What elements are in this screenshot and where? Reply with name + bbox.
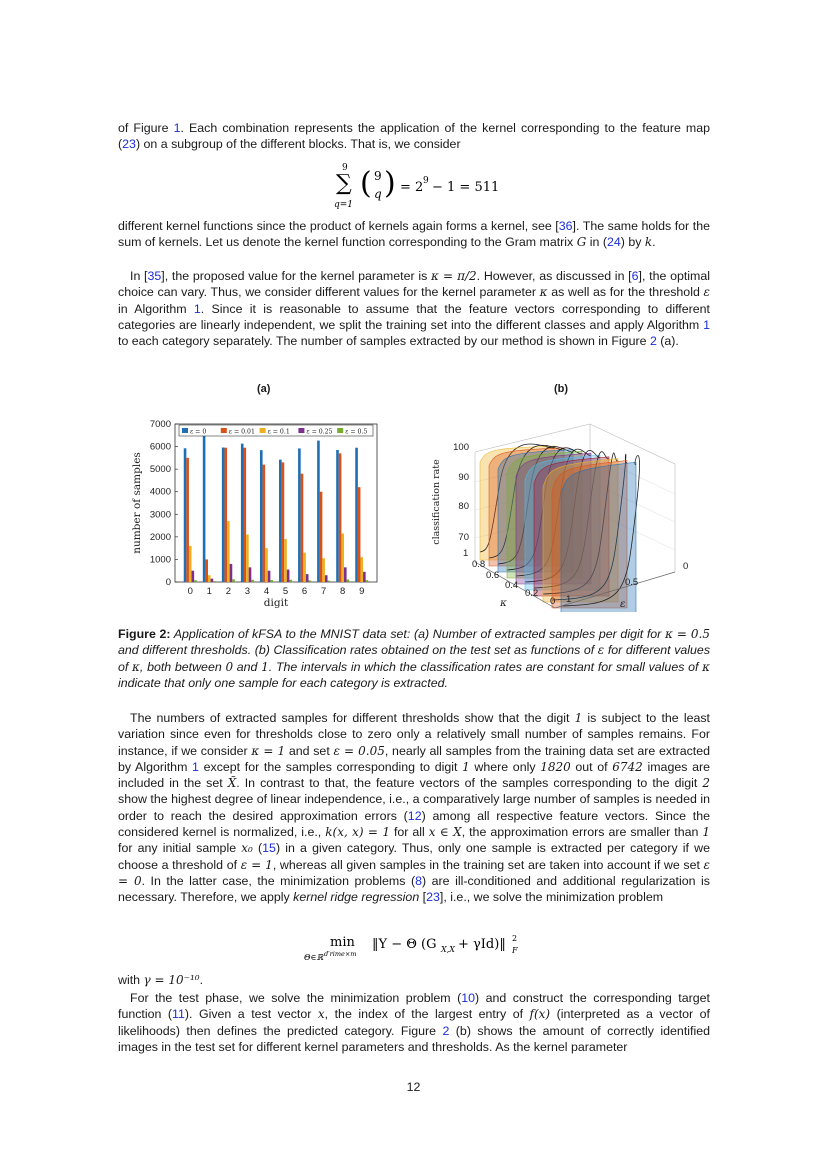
citation-link[interactable]: 6 — [631, 269, 639, 283]
inline-math: x ∈ X — [428, 825, 462, 840]
z-axis-label: classification rate — [431, 459, 442, 545]
citation-link[interactable]: 36 — [558, 219, 573, 233]
inline-math: 1 — [462, 759, 470, 774]
bar — [317, 441, 320, 582]
caption-label: Figure 2: — [118, 627, 171, 641]
inline-math: 1 — [574, 711, 583, 725]
x-axis-label: digit — [263, 597, 289, 609]
inline-math: 2 — [702, 776, 710, 791]
citation-link[interactable]: 24 — [606, 235, 621, 250]
inline-math: k(x, x) = 1 — [325, 825, 390, 840]
kappa-tick-label: 0.6 — [486, 570, 500, 581]
inline-math: κ = 0.5 — [664, 627, 710, 641]
svg-text:min: min — [330, 935, 355, 950]
inline-math: f(x) — [529, 1007, 551, 1022]
bar — [186, 458, 189, 582]
kappa-tick-label: 0.4 — [505, 580, 519, 591]
bar — [301, 474, 304, 582]
y-tick-label: 1000 — [149, 554, 171, 566]
bar — [287, 570, 290, 582]
panel-a-label: (a) — [257, 383, 271, 395]
svg-text:9: 9 — [423, 176, 429, 186]
citation-link[interactable]: 2 — [649, 334, 657, 349]
bar — [194, 580, 197, 582]
y-tick-label: 2000 — [149, 531, 171, 543]
x-tick-label: 9 — [359, 586, 365, 597]
inline-math: 0 — [225, 659, 234, 674]
legend-entry: ε = 0.1 — [267, 428, 290, 436]
inline-math: κ — [539, 285, 548, 300]
y-axis-label: number of samples — [131, 452, 143, 554]
x-tick-label: 5 — [282, 586, 289, 597]
bar — [230, 564, 233, 582]
z-tick-label: 70 — [458, 532, 469, 543]
bar — [284, 539, 287, 582]
citation-link[interactable]: 2 — [442, 1023, 450, 1038]
bar — [289, 580, 292, 582]
citation-link[interactable]: 11 — [172, 1007, 185, 1022]
bar — [306, 574, 309, 582]
epsilon-tick-label: 0 — [683, 561, 689, 572]
svg-text:9: 9 — [374, 169, 382, 183]
svg-text:2: 2 — [512, 934, 518, 943]
bar — [325, 575, 328, 582]
inline-math: x₀ — [241, 841, 253, 856]
inline-math: 1820 — [540, 759, 571, 774]
x-tick-label: 4 — [263, 586, 270, 597]
inline-math: γ = 10⁻¹⁰ — [143, 973, 200, 987]
legend-entry: ε = 0.25 — [306, 428, 333, 436]
bar — [265, 548, 268, 582]
svg-text:(: ( — [360, 166, 372, 201]
z-tick-label: 80 — [458, 501, 469, 512]
bar — [224, 448, 227, 582]
y-tick-label: 3000 — [149, 509, 171, 521]
kappa-axis-label: κ — [500, 597, 507, 609]
svg-text:‖Y − Θ (G: ‖Y − Θ (G — [372, 937, 437, 952]
legend-entry: ε = 0 — [190, 428, 207, 436]
kappa-tick-label: 1 — [463, 548, 469, 559]
bar — [244, 448, 247, 582]
paragraph-1: of Figure 1. Each combination represents the application of the kernel corresponding to the feature map (23) on a subgroup of the different blocks. That is, we consider — [118, 121, 711, 152]
paragraph-4: The numbers of extracted samples for different thresholds show that the digit 1 is subject to the least variation since even for thresholds close to zero only a relatively small number of samples remains. For instance, if we consider κ = 1 and set ε = 0.05, nearly all samples from the training data set are extracted by Algorithm 1 except for the samples corresponding to digit 1 where only 1820 out of 6742 images are included in the set X̃. In contrast to that, the feature vectors of the samples corresponding to the digit 2 show the highest degree of linear independence, i.e., a comparatively large number of samples is needed in order to reach the desired approximation errors (12) among all respective feature vectors. Since the considered kernel is normalized, i.e., k(x, x) = 1 for all x ∈ X, the approximation errors are smaller than 1 for any initial sample x₀ (15) in a given category. Thus, only one sample is extracted per category if we choose a threshold of ε = 1, whereas all given samples in the training set are taken into account if we set ε = 0. In the latter case, the minimization problems (8) are ill-conditioned and additional regularization is necessary. Therefore, we apply kernel ridge regression [23], i.e., we solve the minimization problem — [118, 711, 711, 905]
bar — [344, 567, 347, 582]
svg-text:− 1 = 511: − 1 = 511 — [432, 180, 500, 195]
caption-text: Application of kFSA to the MNIST data set: (a) Number of extracted samples per digit for κ = 0.5 and different thresholds. (b) Classification rates obtained on the test set as functions of ε for different values of κ, both between 0 and 1. The intervals in which the classification rates are constant for small values of κ indicate that only one sample for each category is extracted. — [118, 627, 711, 690]
bar — [341, 533, 344, 582]
citation-link[interactable]: 35 — [147, 269, 162, 283]
svg-text:Θ∈ℝ: Θ∈ℝ — [304, 953, 324, 962]
inline-math: ε — [703, 285, 710, 300]
bar-chart-extracted-samples — [128, 416, 390, 616]
svg-text:9: 9 — [342, 163, 348, 173]
surface-chart-classification-rate — [425, 412, 700, 612]
y-tick-label: 6000 — [149, 441, 171, 453]
x-tick-label: 1 — [206, 586, 212, 597]
figure-caption — [118, 626, 710, 691]
equation-sum — [330, 160, 530, 210]
y-tick-label: 7000 — [149, 419, 171, 430]
bar — [355, 448, 358, 582]
bar — [303, 553, 306, 582]
inline-math: k — [644, 235, 653, 250]
bar — [363, 572, 366, 582]
x-tick-label: 8 — [340, 586, 346, 597]
bar — [282, 462, 285, 582]
bar — [336, 450, 339, 582]
bar — [208, 575, 211, 582]
inline-math: ε = 1 — [240, 857, 273, 872]
bar — [298, 448, 301, 582]
bar — [308, 580, 311, 582]
bar — [213, 581, 216, 582]
epsilon-tick-label: 0.5 — [625, 577, 639, 588]
inline-math: 1 — [261, 659, 269, 674]
legend-swatch — [260, 428, 266, 433]
x-tick-label: 6 — [301, 586, 308, 597]
citation-link[interactable]: 23 — [426, 890, 440, 905]
bar — [347, 580, 350, 582]
y-tick-label: 5000 — [149, 464, 171, 476]
citation-link[interactable]: 12 — [407, 808, 422, 823]
bar — [251, 580, 254, 582]
inline-math: ε = 0.05 — [333, 743, 385, 758]
bar — [279, 460, 282, 582]
x-tick-label: 2 — [225, 586, 232, 597]
bar — [328, 581, 331, 582]
page-number: 12 — [406, 1080, 421, 1094]
legend-swatch — [337, 428, 343, 433]
kappa-tick-label: 0.8 — [472, 559, 486, 570]
inline-math: X̃ — [227, 776, 237, 791]
x-tick-label: 0 — [187, 586, 193, 597]
citation-link[interactable]: 1 — [193, 301, 201, 316]
bar — [360, 557, 363, 582]
bar — [192, 571, 195, 582]
svg-text:q=1: q=1 — [334, 200, 354, 210]
panel-b-label: (b) — [554, 383, 569, 395]
paragraph-6: For the test phase, we solve the minimization problem (10) and construct the corresponding target function (11). Given a test vector x, the index of the largest entry of f(x) (interpreted as a vector of likelihoods) then defines the predicted category. Figure 2 (b) shows the amount of correctly identified images in the test set for different kernel parameters and thresholds. As the kernel parameter — [118, 991, 710, 1054]
bar — [227, 521, 230, 582]
legend-swatch — [298, 428, 304, 433]
bar — [268, 571, 271, 582]
bar — [232, 579, 235, 582]
bar — [366, 580, 369, 582]
epsilon-axis-label: ε — [620, 598, 626, 610]
epsilon-tick-label: 1 — [566, 594, 572, 605]
inline-math: 6742 — [612, 759, 643, 774]
inline-math: κ = π/2 — [431, 269, 477, 283]
svg-text:d′rime×m: d′rime×m — [324, 950, 357, 958]
inline-math: ε — [597, 643, 605, 658]
y-tick-label: 0 — [165, 577, 171, 588]
bar — [270, 580, 273, 582]
bar — [203, 430, 206, 582]
bar — [241, 444, 244, 582]
bar — [358, 487, 361, 582]
inline-math: G — [576, 235, 587, 250]
svg-text:X,X: X,X — [441, 945, 455, 954]
inline-math: κ — [702, 659, 711, 674]
citation-link[interactable]: 1 — [173, 121, 181, 135]
inline-math: ε = 0 — [118, 857, 710, 888]
emphasis: kernel ridge regression — [293, 890, 420, 905]
svg-text:): ) — [384, 166, 396, 201]
citation-link[interactable]: 15 — [262, 841, 276, 856]
svg-text:= 2: = 2 — [400, 180, 424, 195]
surface-sheet — [561, 462, 639, 612]
bar — [205, 559, 208, 582]
legend-entry: ε = 0.01 — [228, 428, 255, 436]
citation-link[interactable]: 1 — [703, 317, 710, 332]
legend-entry: ε = 0.5 — [345, 428, 368, 436]
inline-math: 1 — [702, 825, 711, 840]
z-tick-label: 90 — [458, 472, 469, 483]
citation-link[interactable]: 23 — [122, 137, 136, 152]
svg-text:q: q — [374, 187, 382, 201]
citation-link[interactable]: 10 — [461, 991, 475, 1005]
bar — [260, 450, 263, 582]
inline-math: x — [317, 1007, 325, 1022]
bar — [322, 558, 325, 582]
bar — [339, 453, 342, 582]
svg-text:F: F — [512, 946, 518, 955]
legend-swatch — [182, 428, 188, 433]
bar — [320, 492, 323, 582]
legend-swatch — [221, 428, 227, 433]
paragraph-2: different kernel functions since the product of kernels again forms a kernel, see [36]. The same holds for the sum of kernels. Let us denote the kernel function corresponding to the Gram matrix G in (24) by k. — [118, 219, 710, 250]
bar — [189, 546, 192, 582]
x-tick-label: 3 — [244, 586, 251, 597]
inline-math: κ — [132, 659, 140, 674]
paragraph-3: In [35], the proposed value for the kernel parameter is κ = π/2. However, as discussed in [6], the optimal choice can vary. Thus, we consider different values for the kernel parameter κ as well as for the threshold ε in Algorithm 1. Since it is reasonable to assume that the feature vectors corresponding to different categories are linearly independent, we split the training set into the different classes and apply Algorithm 1 to each category separately. The number of samples extracted by our method is shown in Figure 2 (a). — [118, 269, 711, 349]
citation-link[interactable]: 8 — [415, 873, 423, 888]
kappa-tick-label: 0 — [550, 596, 556, 607]
svg-text:∑: ∑ — [336, 171, 352, 196]
bar — [222, 448, 225, 582]
y-tick-label: 4000 — [149, 486, 171, 498]
bar — [246, 535, 249, 582]
x-tick-label: 7 — [320, 586, 327, 597]
z-tick-label: 100 — [453, 442, 469, 453]
bar — [211, 579, 214, 582]
kappa-tick-label: 0.2 — [525, 588, 539, 599]
paragraph-5: with γ = 10⁻¹⁰. — [118, 973, 204, 987]
bar — [184, 448, 187, 582]
equation-minimization — [300, 932, 540, 966]
svg-text:+ γId)‖: + γId)‖ — [458, 937, 506, 952]
bar — [249, 567, 252, 582]
bar — [263, 465, 266, 582]
citation-link[interactable]: 1 — [192, 759, 199, 774]
inline-math: κ = 1 — [251, 743, 286, 758]
